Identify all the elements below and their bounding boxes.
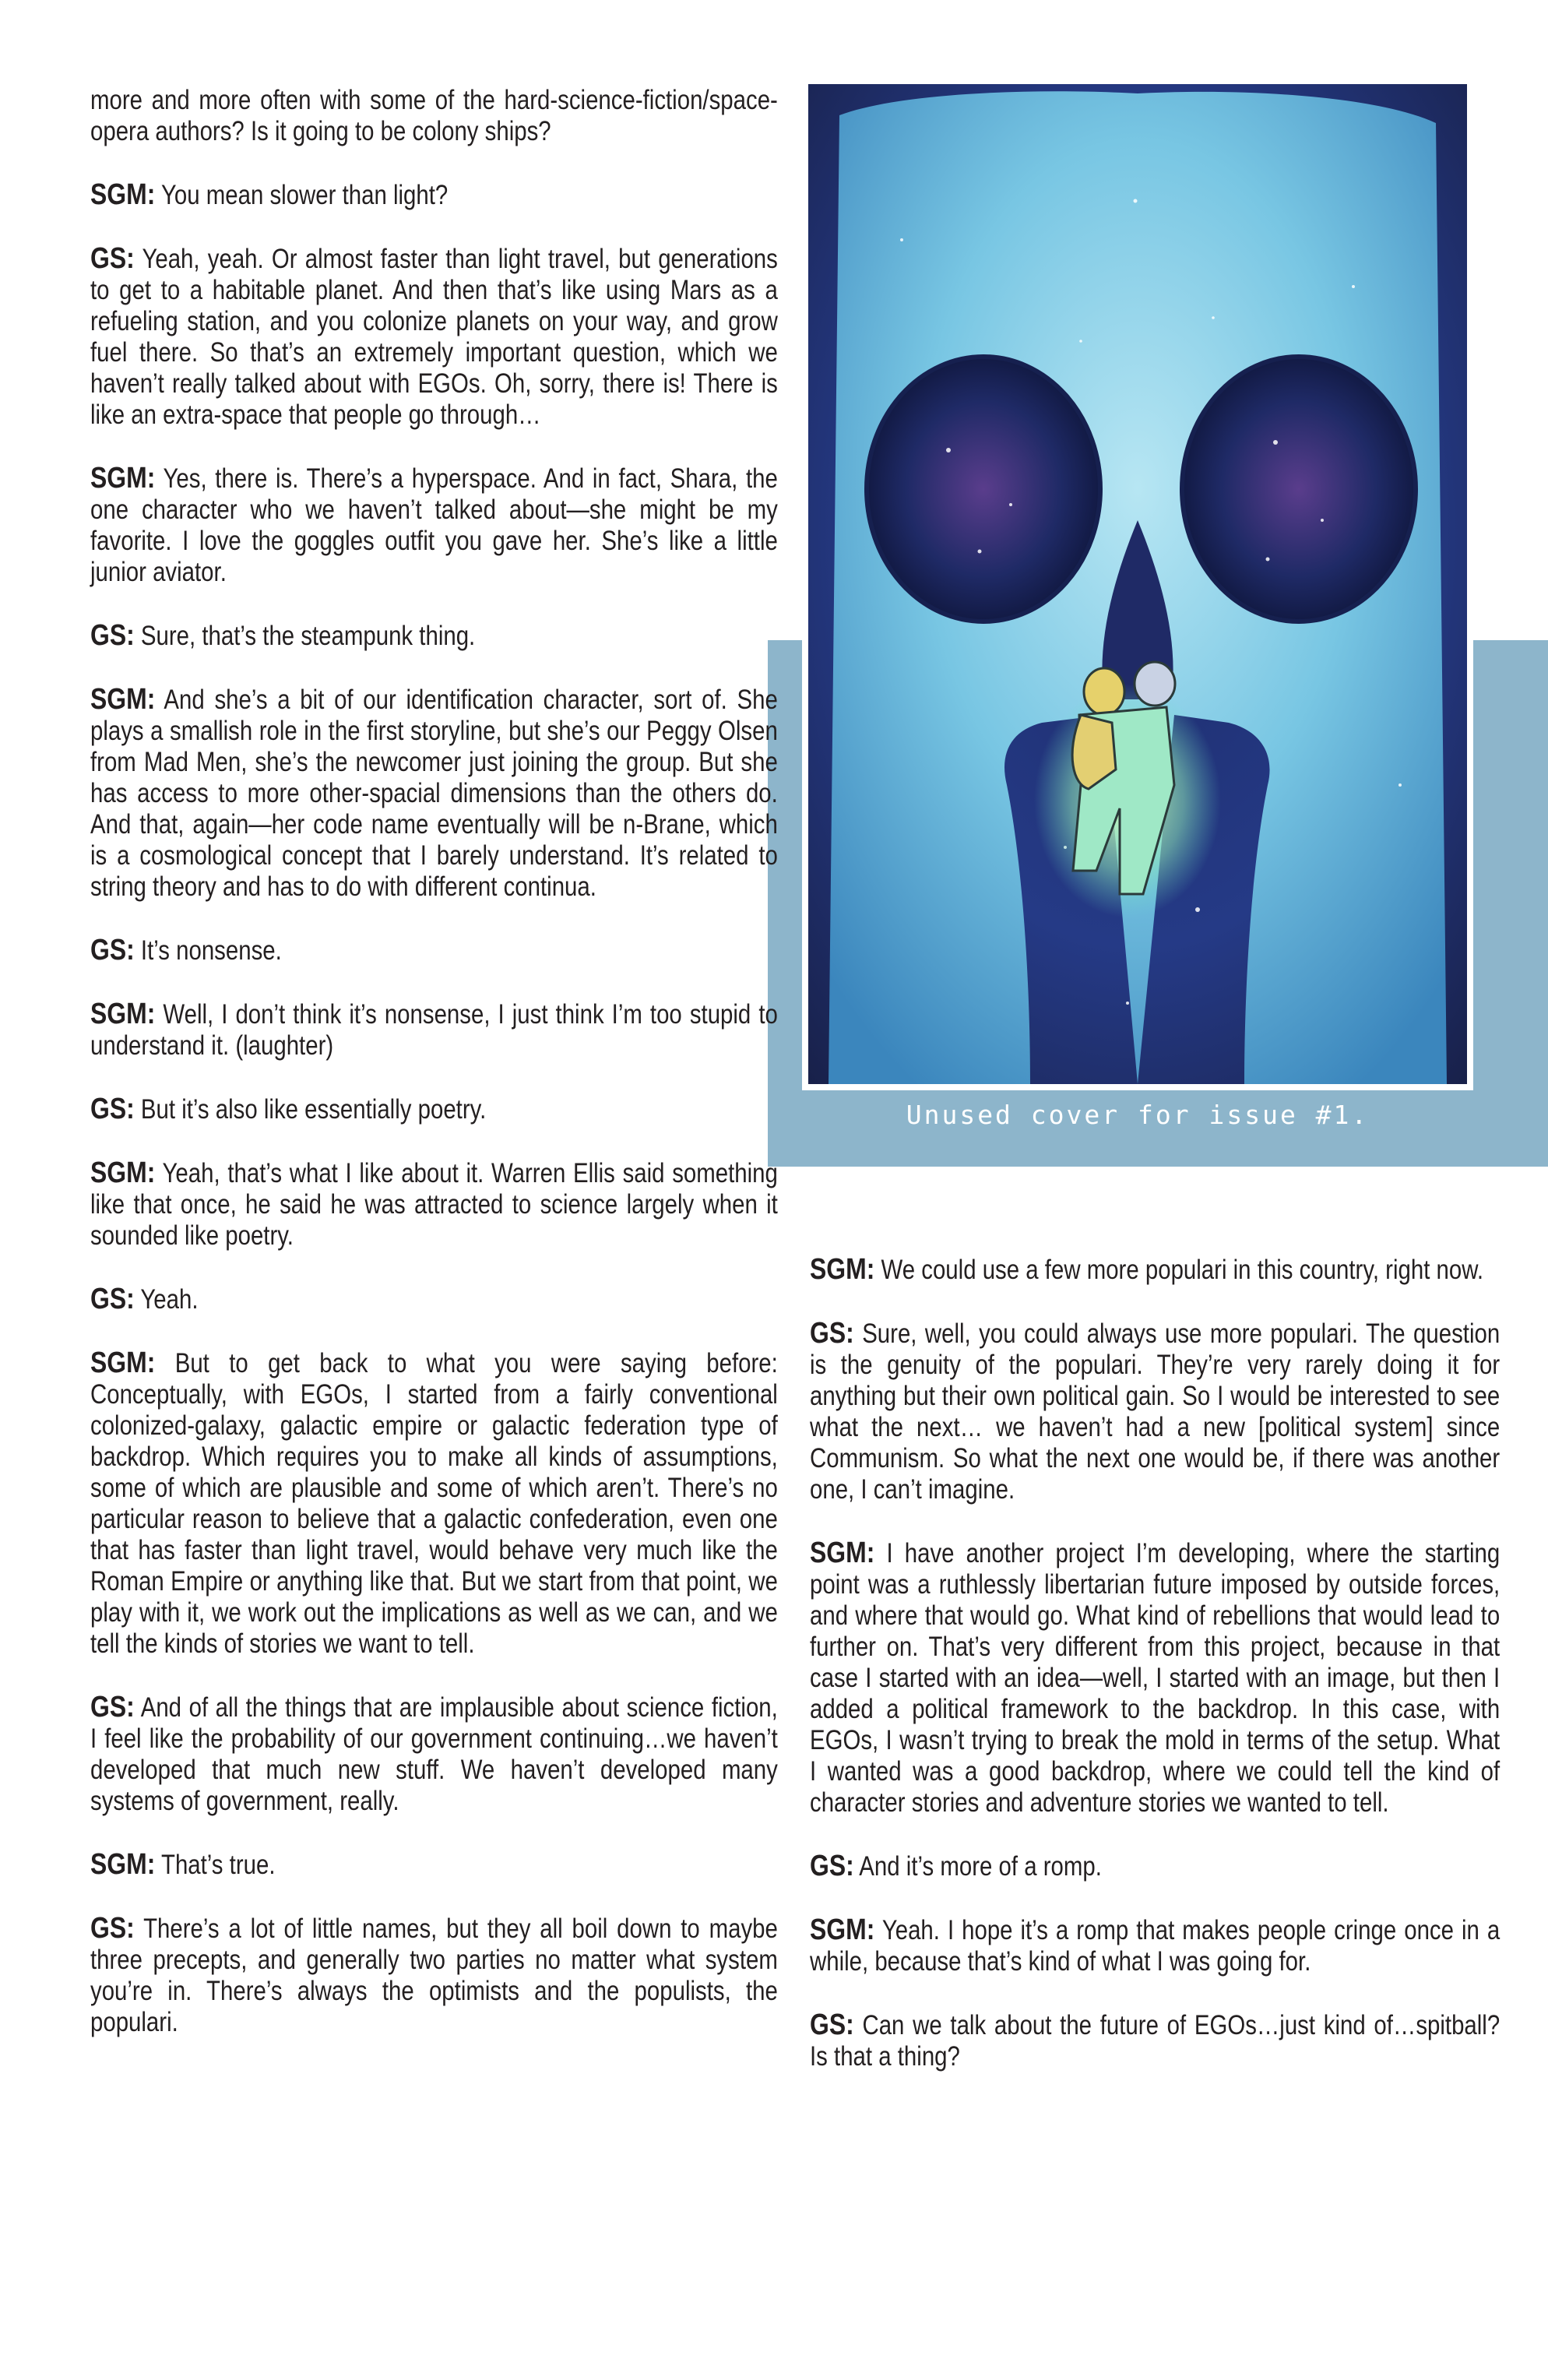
speaker-label: GS: <box>810 2009 854 2041</box>
right-eye-socket <box>1182 357 1416 621</box>
left-eye-socket <box>867 357 1100 621</box>
speaker-label: SGM: <box>810 1537 875 1569</box>
paragraph-text: But it’s also like essentially poetry. <box>140 1094 487 1125</box>
paragraph-text: Yeah, yeah. Or almost faster than light travel, but generations to get to a habitable planet. And then that’s like using Mars as a refueling station, and you colonize planets on your way, and grow fuel there. So that’s an extremely important question, which we haven’t really talked about with EGOs. Oh, sorry, there is! There is like an extra-space that people go through… <box>90 244 778 430</box>
paragraph-text: That’s true. <box>160 1850 276 1880</box>
paragraph <box>90 620 778 652</box>
cover-art-figure <box>802 78 1473 1090</box>
right-text-column <box>810 1254 1500 2104</box>
speaker-label: GS: <box>90 1912 135 1945</box>
speaker-label: SGM: <box>90 998 156 1030</box>
paragraph <box>810 1254 1500 1286</box>
paragraph-text: There’s a lot of little names, but they all boil down to maybe three precepts, and generally two parties no matter what system you’re in. There’s always the optimists and the populists, the populari. <box>90 1914 778 2037</box>
paragraph-text: And of all the things that are implausible about science fiction, I feel like the probability of our government continuing…we haven’t developed that much new stuff. We haven’t developed many systems of government, really. <box>90 1692 778 1816</box>
speaker-label: SGM: <box>810 1914 875 1946</box>
paragraph-text: And she’s a bit of our identification character, sort of. She plays a smallish role in the first storyline, but she’s our Peggy Olsen from Mad Men, she’s the newcomer just joining the group. But she has access to more other-spacial dimensions than the others do. And that, again—her code name eventually will be n-Brane, which is a cosmological concept that I barely understand. It’s related to string theory and has to do with different continua. <box>90 685 778 902</box>
paragraph <box>90 935 778 966</box>
paragraph-text: Well, I don’t think it’s nonsense, I just think I’m too stupid to understand it. (laughter) <box>90 999 778 1061</box>
figure-caption: Unused cover for issue #1. <box>906 1100 1370 1130</box>
paragraph-text: Sure, that’s the steampunk thing. <box>140 621 476 651</box>
paragraph <box>90 1913 778 2038</box>
paragraph <box>90 998 778 1061</box>
paragraph-text: Yes, there is. There’s a hyperspace. And in fact, Shara, the one character who we haven’t talked about—she might be my favorite. I love the goggles outfit you gave her. She’s like a little junior aviator. <box>90 463 778 587</box>
paragraph-text: But to get back to what you were saying before: Conceptually, with EGOs, I started from a fairly conventional colonized-galaxy, galactic empire or galactic federation type of backdrop. Which requires you to make all kinds of assumptions, some of which are plausible and some of which aren’t. There’s no particular reason to believe that a galactic confederation, even one that has faster than light travel, would behave very much like the Roman Empire or anything like that. But we start from that point, we play with it, we work out the implications as well as we can, and we tell the kinds of stories we want to tell. <box>90 1348 778 1659</box>
speaker-label: GS: <box>810 1317 854 1350</box>
speaker-label: GS: <box>810 1850 854 1882</box>
paragraph <box>90 1157 778 1252</box>
speaker-label: SGM: <box>90 683 156 716</box>
paragraph <box>810 1318 1500 1505</box>
paragraph <box>90 1849 778 1881</box>
paragraph-text: You mean slower than light? <box>160 180 449 210</box>
paragraph-text: And it’s more of a romp. <box>859 1851 1102 1882</box>
paragraph-text: I have another project I’m developing, where the starting point was a ruthlessly libertarian future imposed by outside forces, and where that would go. What kind of rebellions that would lead to further on. That’s very different from this project, because in that case I started with an idea—well, I started with an image, but then I added a political framework to the backdrop. In this case, with EGOs, I wasn’t trying to break the mold in terms of the setup. What I wanted was a good backdrop, where we could tell the kind of character stories and adventure stories we wanted to tell. <box>810 1538 1501 1818</box>
speaker-label: GS: <box>90 1093 135 1125</box>
speaker-label: GS: <box>90 242 135 275</box>
paragraph <box>90 179 778 211</box>
speaker-label: SGM: <box>90 462 156 495</box>
paragraph <box>90 84 778 147</box>
speaker-label: GS: <box>90 1283 135 1315</box>
paragraph <box>810 1850 1500 1882</box>
paragraph <box>90 243 778 431</box>
paragraph-text: more and more often with some of the hard-science-fiction/space-opera authors? Is it going to be colony ships? <box>90 85 778 146</box>
paragraph <box>810 2009 1500 2072</box>
paragraph-text: Can we talk about the future of EGOs…just kind of…spitball? Is that a thing? <box>810 2010 1501 2072</box>
speaker-label: GS: <box>90 1691 135 1723</box>
paragraph <box>90 1093 778 1125</box>
cosmic-skull-illustration <box>808 84 1467 1084</box>
paragraph <box>810 1537 1500 1818</box>
paragraph-text: We could use a few more populari in this country, right now. <box>881 1255 1484 1285</box>
paragraph <box>810 1914 1500 1977</box>
paragraph-text: Yeah, that’s what I like about it. Warren Ellis said something like that once, he said he was attracted to science largely when it sounded like poetry. <box>90 1158 778 1251</box>
paragraph-text: Sure, well, you could always use more populari. The question is the genuity of the populari. They’re very rarely doing it for anything but their own political gain. So I would be interested to see what the next… we haven’t had a new [political system] since Communism. So what the next one would be, if there was another one, I can’t imagine. <box>810 1319 1501 1505</box>
paragraph <box>90 684 778 903</box>
speaker-label: SGM: <box>810 1253 875 1286</box>
paragraph-text: It’s nonsense. <box>140 935 282 966</box>
paragraph <box>90 1692 778 1817</box>
speaker-label: SGM: <box>90 1157 156 1189</box>
paragraph <box>90 1347 778 1660</box>
paragraph-text: Yeah. I hope it’s a romp that makes people cringe once in a while, because that’s kind of what I was going for. <box>810 1915 1501 1977</box>
paragraph <box>90 463 778 588</box>
speaker-label: SGM: <box>90 1347 156 1379</box>
left-text-column <box>90 84 778 2070</box>
speaker-label: SGM: <box>90 1848 156 1881</box>
speaker-label: GS: <box>90 934 135 966</box>
speaker-label: GS: <box>90 619 135 652</box>
speaker-label: SGM: <box>90 178 156 211</box>
paragraph-text: Yeah. <box>140 1284 199 1315</box>
paragraph <box>90 1283 778 1315</box>
